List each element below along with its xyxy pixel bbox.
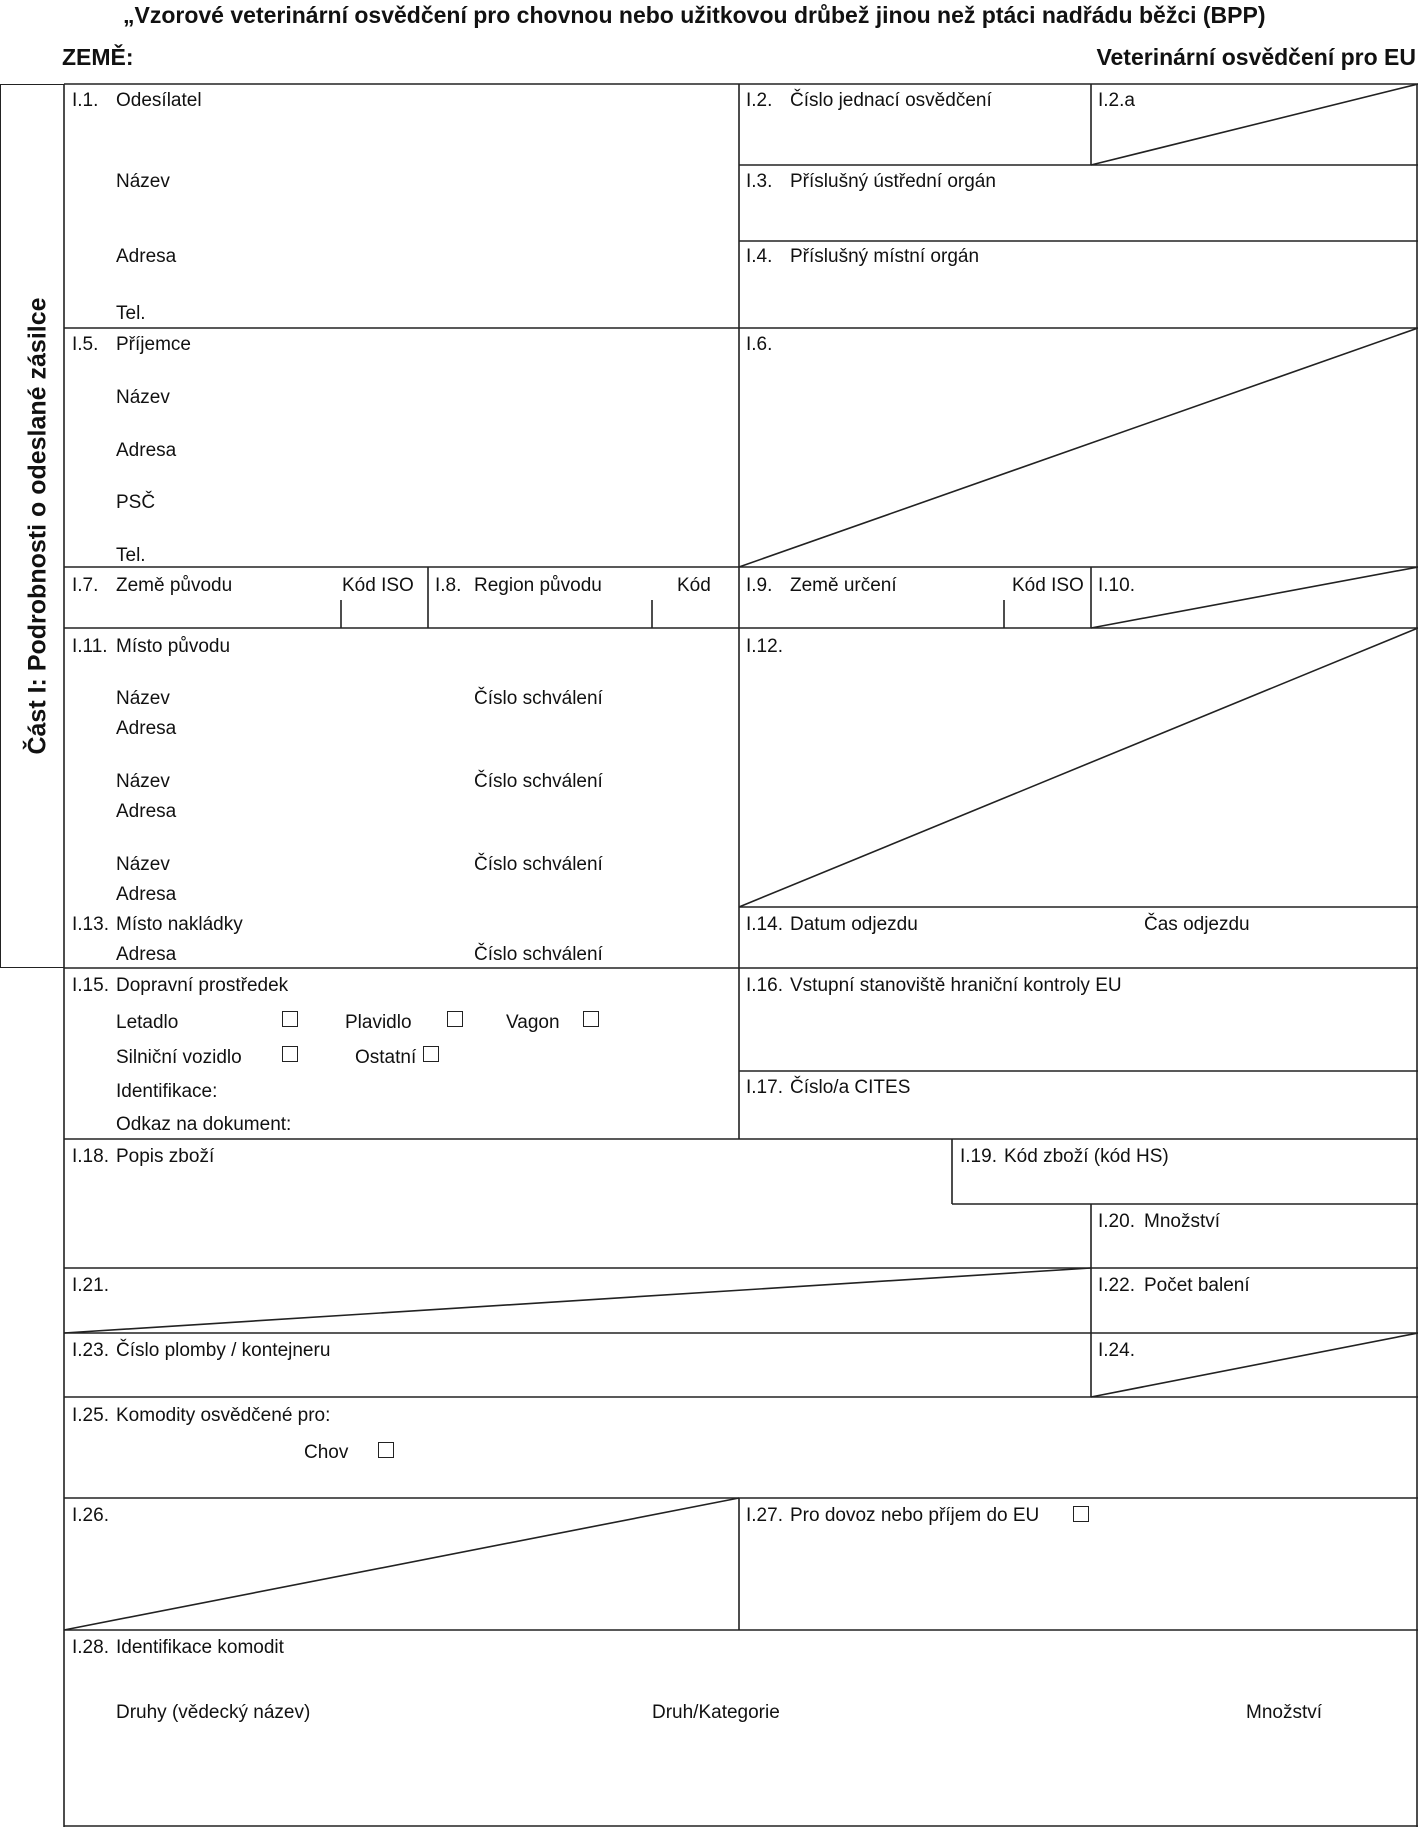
box-i8-code[interactable]: Kód: [677, 575, 711, 596]
box-i9-number: I.9.: [746, 575, 773, 596]
box-i3-number: I.3.: [746, 171, 773, 192]
box-i11-address-3[interactable]: Adresa: [116, 884, 177, 905]
box-i8-number: I.8.: [435, 575, 462, 596]
box-i1-title: Odesílatel: [116, 90, 202, 111]
box-i21-number: I.21.: [72, 1275, 109, 1296]
box-i1-address[interactable]: Adresa: [116, 246, 177, 267]
box-i2-number: I.2.: [746, 90, 773, 111]
box-i15-doc-ref[interactable]: Odkaz na dokument:: [116, 1114, 292, 1135]
box-i11-name-3[interactable]: Název: [116, 854, 170, 875]
box-i7-title[interactable]: Země původu: [116, 575, 233, 596]
box-i13-approval[interactable]: Číslo schválení: [474, 944, 603, 965]
box-i11-approval-2[interactable]: Číslo schválení: [474, 771, 603, 792]
box-i12-number: I.12.: [746, 636, 783, 657]
box-i15-aircraft-label: Letadlo: [116, 1012, 179, 1033]
box-i28-species-header: Druhy (vědecký název): [116, 1702, 311, 1723]
box-i14-number: I.14.: [746, 914, 783, 935]
box-i4-title[interactable]: Příslušný místní orgán: [790, 246, 980, 267]
box-i11-number: I.11.: [72, 636, 108, 657]
box-i28-quantity-header: Množství: [1246, 1702, 1323, 1723]
box-i16-number: I.16.: [746, 975, 783, 996]
box-i18-title[interactable]: Popis zboží: [116, 1146, 215, 1167]
box-i15-identification[interactable]: Identifikace:: [116, 1081, 218, 1102]
box-i11-address-2[interactable]: Adresa: [116, 801, 177, 822]
box-i11-name-1[interactable]: Název: [116, 688, 170, 709]
box-i7-code[interactable]: Kód ISO: [342, 575, 414, 596]
form-title: „Vzorové veterinární osvědčení pro chovnou nebo užitkovou drůbež jinou než ptáci nadřádu běžci (BPP): [123, 2, 1266, 28]
box-i23-number: I.23.: [72, 1340, 109, 1361]
road-vehicle-checkbox[interactable]: [282, 1046, 298, 1062]
box-i14-title[interactable]: Datum odjezdu: [790, 914, 918, 935]
box-i8-title[interactable]: Region původu: [474, 575, 602, 596]
box-i15-wagon-label: Vagon: [506, 1012, 560, 1033]
box-i13-title: Místo nakládky: [116, 914, 243, 935]
box-i5-name[interactable]: Název: [116, 387, 170, 408]
box-i9-code[interactable]: Kód ISO: [1012, 575, 1084, 596]
box-i25-breeding-label: Chov: [304, 1442, 349, 1463]
import-eu-checkbox[interactable]: [1073, 1506, 1089, 1522]
box-i2-title[interactable]: Číslo jednací osvědčení: [790, 90, 992, 111]
box-i11-approval-1[interactable]: Číslo schválení: [474, 688, 603, 709]
ship-checkbox[interactable]: [447, 1011, 463, 1027]
box-i11-title: Místo původu: [116, 636, 231, 657]
box-i22-number: I.22.: [1098, 1275, 1135, 1296]
box-i19-number: I.19.: [960, 1146, 997, 1167]
box-i5-tel[interactable]: Tel.: [116, 545, 146, 566]
other-transport-checkbox[interactable]: [423, 1046, 439, 1062]
box-i11-name-2[interactable]: Název: [116, 771, 170, 792]
box-i15-ship-label: Plavidlo: [345, 1012, 412, 1033]
box-i23-title[interactable]: Číslo plomby / kontejneru: [116, 1340, 331, 1361]
box-i2a-number: I.2.a: [1098, 90, 1135, 111]
box-i26-number: I.26.: [72, 1505, 109, 1526]
side-label: Část I: Podrobnosti o odeslané zásilce: [23, 297, 52, 755]
wagon-checkbox[interactable]: [583, 1011, 599, 1027]
box-i3-title[interactable]: Příslušný ústřední orgán: [790, 171, 996, 192]
box-i25-title: Komodity osvědčené pro:: [116, 1405, 331, 1426]
box-i25-number: I.25.: [72, 1405, 109, 1426]
box-i20-number: I.20.: [1098, 1211, 1135, 1232]
box-i24-number: I.24.: [1098, 1340, 1135, 1361]
box-i27-number: I.27.: [746, 1505, 783, 1526]
box-i15-number: I.15.: [72, 975, 109, 996]
box-i15-road-label: Silniční vozidlo: [116, 1047, 242, 1068]
certificate-label: Veterinární osvědčení pro EU: [1096, 44, 1416, 70]
box-i20-title[interactable]: Množství: [1144, 1211, 1221, 1232]
box-i6-number: I.6.: [746, 334, 773, 355]
box-i16-title[interactable]: Vstupní stanoviště hraniční kontroly EU: [790, 975, 1122, 996]
box-i22-title[interactable]: Počet balení: [1144, 1275, 1250, 1296]
box-i1-name[interactable]: Název: [116, 171, 170, 192]
box-i11-approval-3[interactable]: Číslo schválení: [474, 854, 603, 875]
breeding-checkbox[interactable]: [378, 1442, 394, 1458]
box-i18-number: I.18.: [72, 1146, 109, 1167]
box-i5-title: Příjemce: [116, 334, 191, 355]
box-i13-address[interactable]: Adresa: [116, 944, 177, 965]
box-i7-number: I.7.: [72, 575, 99, 596]
box-i28-title: Identifikace komodit: [116, 1637, 284, 1658]
box-i10-number: I.10.: [1098, 575, 1135, 596]
box-i17-title[interactable]: Číslo/a CITES: [790, 1077, 911, 1098]
box-i17-number: I.17.: [746, 1077, 783, 1098]
box-i5-number: I.5.: [72, 334, 99, 355]
box-i9-title[interactable]: Země určení: [790, 575, 897, 596]
box-i14-time[interactable]: Čas odjezdu: [1144, 914, 1250, 935]
box-i15-other-label: Ostatní: [355, 1047, 417, 1068]
box-i1-tel[interactable]: Tel.: [116, 303, 146, 324]
country-label: ZEMĚ:: [62, 44, 134, 70]
box-i28-number: I.28.: [72, 1637, 109, 1658]
box-i13-number: I.13.: [72, 914, 109, 935]
box-i5-postcode[interactable]: PSČ: [116, 492, 156, 513]
box-i28-category-header: Druh/Kategorie: [652, 1702, 780, 1723]
box-i27-title: Pro dovoz nebo příjem do EU: [790, 1505, 1040, 1526]
aircraft-checkbox[interactable]: [282, 1011, 298, 1027]
box-i19-title[interactable]: Kód zboží (kód HS): [1004, 1146, 1169, 1167]
box-i11-address-1[interactable]: Adresa: [116, 718, 177, 739]
box-i15-title: Dopravní prostředek: [116, 975, 289, 996]
box-i1-number: I.1.: [72, 90, 99, 111]
box-i5-address[interactable]: Adresa: [116, 440, 177, 461]
box-i4-number: I.4.: [746, 246, 773, 267]
